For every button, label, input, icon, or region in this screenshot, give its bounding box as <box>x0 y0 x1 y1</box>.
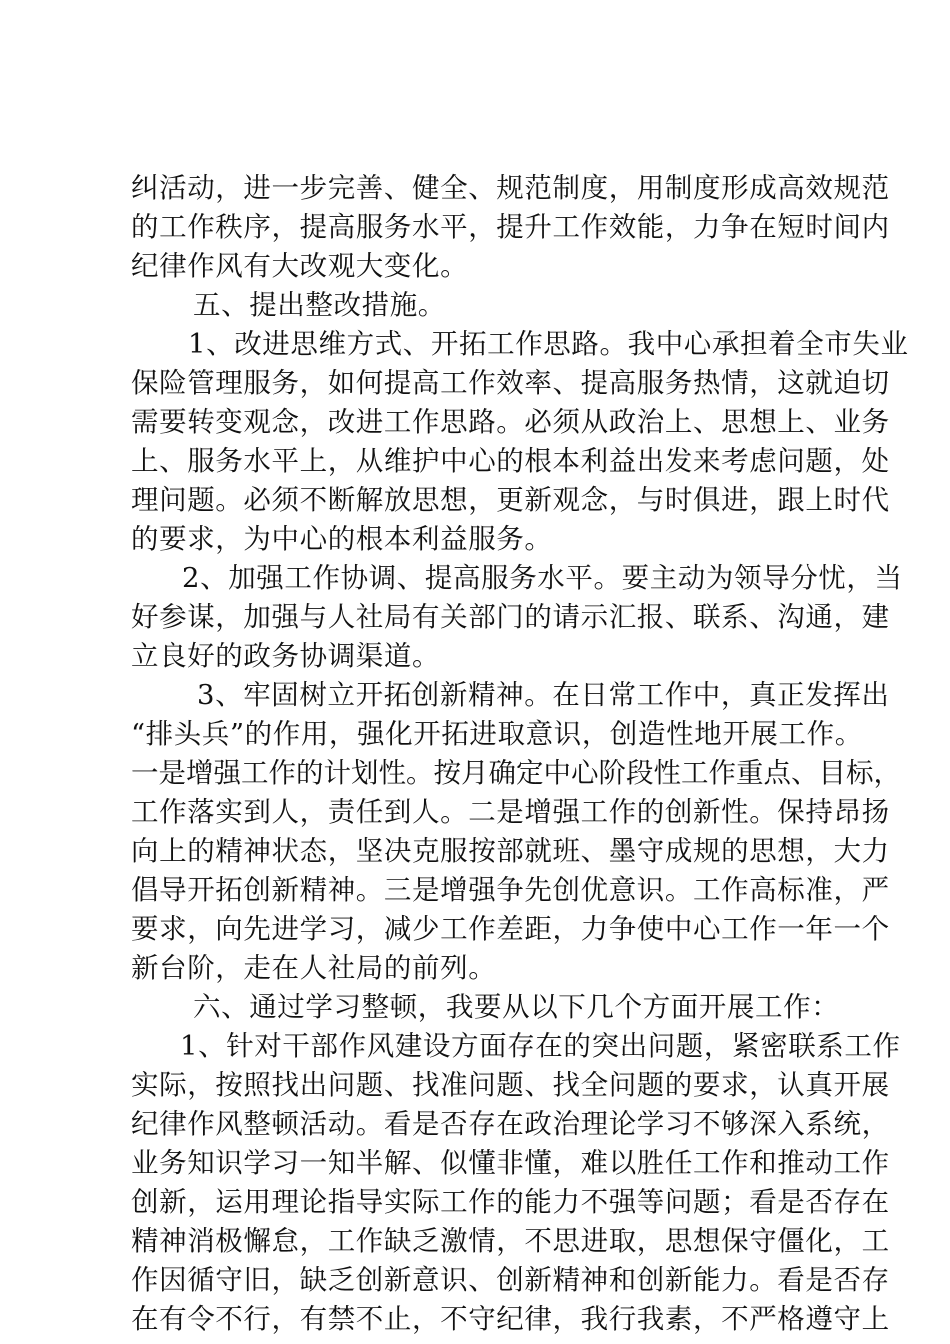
text-line: 作因循守旧，缺乏创新意识、创新精神和创新能力。看是否存 <box>131 1264 890 1296</box>
text-line: 要求，向先进学习，减少工作差距，力争使中心工作一年一个 <box>131 913 890 945</box>
text-line: 业务知识学习一知半解、似懂非懂，难以胜任工作和推动工作 <box>131 1147 890 1179</box>
text-line: 在有令不行，有禁不止，不守纪律，我行我素，不严格遵守上 <box>131 1303 890 1335</box>
text-line: 实际，按照找出问题、找准问题、找全问题的要求，认真开展 <box>131 1069 890 1101</box>
text-line: 需要转变观念，改进工作思路。必须从政治上、思想上、业务 <box>131 406 890 438</box>
section-heading: 五、提出整改措施。 <box>193 289 446 321</box>
text-line: “排头兵”的作用，强化开拓进取意识，创造性地开展工作。 <box>131 718 863 750</box>
text-line: 新台阶，走在人社局的前列。 <box>131 952 497 984</box>
text-line: 精神消极懈怠，工作缺乏激情，不思进取，思想保守僵化，工 <box>131 1225 890 1257</box>
text-line: 上、服务水平上，从维护中心的根本利益出发来考虑问题，处 <box>131 445 890 477</box>
text-line: 3、牢固树立开拓创新精神。在日常工作中，真正发挥出 <box>197 679 890 711</box>
text-line: 倡导开拓创新精神。三是增强争先创优意识。工作高标准，严 <box>131 874 890 906</box>
text-line: 一是增强工作的计划性。按月确定中心阶段性工作重点、目标， <box>131 757 901 789</box>
text-line: 1、针对干部作风建设方面存在的突出问题，紧密联系工作 <box>180 1030 901 1062</box>
text-line: 纠活动，进一步完善、健全、规范制度，用制度形成高效规范 <box>131 172 890 204</box>
text-line: 立良好的政务协调渠道。 <box>131 640 441 672</box>
text-line: 的工作秩序，提高服务水平，提升工作效能，力争在短时间内 <box>131 211 890 243</box>
text-line: 好参谋，加强与人社局有关部门的请示汇报、联系、沟通，建 <box>131 601 890 633</box>
text-line: 理问题。必须不断解放思想，更新观念，与时俱进，跟上时代 <box>131 484 890 516</box>
text-line: 工作落实到人，责任到人。二是增强工作的创新性。保持昂扬 <box>131 796 890 828</box>
text-line: 保险管理服务，如何提高工作效率、提高服务热情，这就迫切 <box>131 367 890 399</box>
text-line: 纪律作风整顿活动。看是否存在政治理论学习不够深入系统， <box>131 1108 890 1140</box>
text-line: 创新，运用理论指导实际工作的能力不强等问题；看是否存在 <box>131 1186 890 1218</box>
section-heading: 六、通过学习整顿，我要从以下几个方面开展工作： <box>193 991 840 1023</box>
text-line: 2、加强工作协调、提高服务水平。要主动为领导分忧，当 <box>182 562 903 594</box>
text-line: 的要求，为中心的根本利益服务。 <box>131 523 553 555</box>
text-line: 1、改进思维方式、开拓工作思路。我中心承担着全市失业 <box>188 328 909 360</box>
text-line: 向上的精神状态，坚决克服按部就班、墨守成规的思想，大力 <box>131 835 890 867</box>
text-line: 纪律作风有大改观大变化。 <box>131 250 469 282</box>
